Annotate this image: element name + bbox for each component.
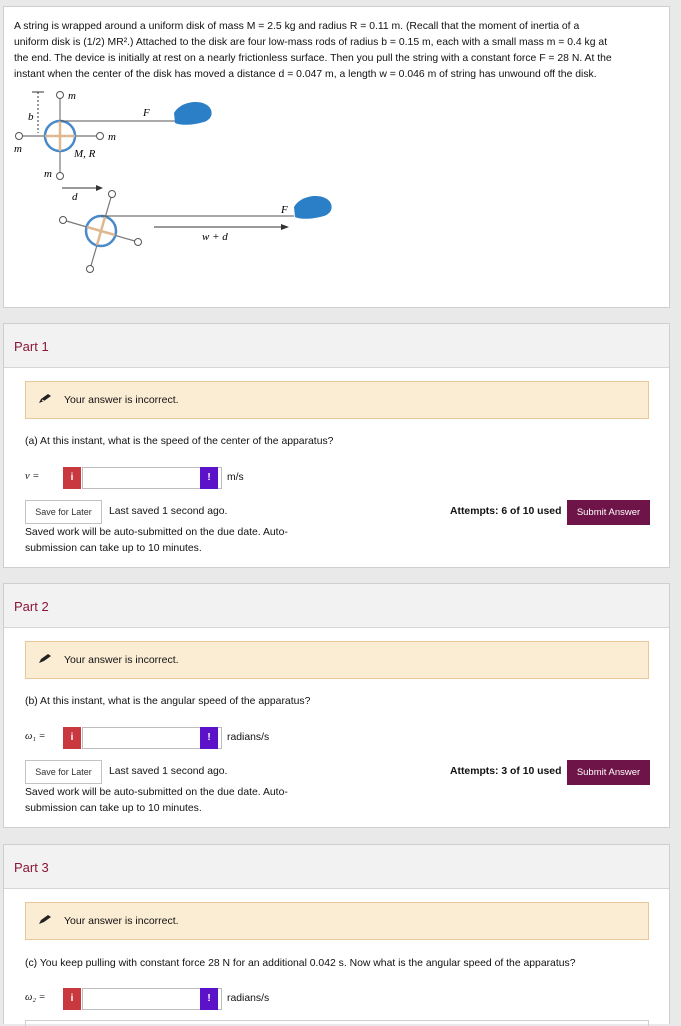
autosubmit-note: [25, 785, 325, 817]
small-mass-moved-4: [87, 266, 94, 273]
hand-icon: [174, 102, 212, 125]
unit-label: m/s: [227, 472, 244, 483]
last-saved-text: Last saved 1 second ago.: [109, 766, 228, 777]
variable-label: ω₂ =: [25, 992, 46, 1003]
pencil-icon: [38, 654, 52, 664]
label-MR: M, R: [74, 148, 96, 160]
problem-line-3: the end. The device is initially at rest on a nearly frictionless surface. Then you pull the string with a constant force F = 28 N. At the: [14, 53, 612, 64]
part-1-title: Part 1: [4, 324, 669, 368]
problem-line-2: uniform disk is (1/2) MR².) Attached to the disk are four low-mass rods of radius b = 0.15 m, each with a small mass m = 0.4 kg at: [14, 37, 608, 48]
part-2-answer-row: [25, 727, 305, 749]
autosubmit-line-1: Saved work will be auto-submitted on the due date. Auto-: [25, 787, 288, 798]
part-2-question: (b) At this instant, what is the angular speed of the apparatus?: [25, 696, 311, 707]
feedback-message: Your answer is incorrect.: [64, 394, 179, 406]
problem-statement: [14, 19, 664, 83]
part-3-question: (c) You keep pulling with constant force 28 N for an additional 0.042 s. Now what is the angular speed of the apparatus?: [25, 958, 576, 969]
label-m-top: m: [68, 90, 76, 102]
small-mass-moved-3: [135, 239, 142, 246]
label-m-right: m: [108, 131, 116, 143]
unit-label: radians/s: [227, 732, 270, 743]
initial-apparatus: [14, 90, 212, 180]
warning-icon[interactable]: !: [200, 727, 218, 749]
part-3-panel: [3, 844, 670, 1024]
problem-panel: [3, 6, 670, 308]
pencil-icon: [38, 915, 52, 925]
part-3-feedback: [25, 902, 649, 940]
label-m-bottom: m: [44, 168, 52, 180]
hand-icon-moved: [294, 196, 332, 219]
feedback-message: Your answer is incorrect.: [64, 654, 179, 666]
label-F-top: F: [143, 107, 150, 119]
submit-answer-button[interactable]: Submit Answer: [567, 500, 650, 525]
attempts-text: Attempts: 3 of 10 used: [450, 766, 562, 777]
part-1-question: (a) At this instant, what is the speed of the center of the apparatus?: [25, 436, 334, 447]
part-3-title: Part 3: [4, 845, 669, 889]
next-box-edge: [25, 1020, 649, 1026]
warning-icon[interactable]: !: [200, 467, 218, 489]
label-m-left: m: [14, 143, 22, 155]
moved-apparatus: [60, 191, 332, 273]
small-mass-bottom: [57, 173, 64, 180]
small-mass-moved-1: [109, 191, 116, 198]
variable-label: ω₁ =: [25, 731, 46, 742]
problem-line-4: instant when the center of the disk has moved a distance d = 0.047 m, a length w = 0.046 m of string has unwound off the disk.: [14, 69, 597, 80]
variable-label: v =: [25, 471, 40, 482]
unit-label: radians/s: [227, 993, 270, 1004]
small-mass-right: [97, 133, 104, 140]
autosubmit-line-2: submission can take up to 10 minutes.: [25, 543, 202, 554]
feedback-message: Your answer is incorrect.: [64, 915, 179, 927]
pencil-icon: [38, 394, 52, 404]
save-for-later-button[interactable]: Save for Later: [25, 760, 102, 784]
info-icon[interactable]: i: [63, 727, 81, 749]
apparatus-diagram: [4, 83, 364, 283]
info-icon[interactable]: i: [63, 467, 81, 489]
submit-answer-button[interactable]: Submit Answer: [567, 760, 650, 785]
info-icon[interactable]: i: [63, 988, 81, 1010]
warning-icon[interactable]: !: [200, 988, 218, 1010]
part-1-feedback: [25, 381, 649, 419]
small-mass-moved-2: [60, 217, 67, 224]
save-for-later-button[interactable]: Save for Later: [25, 500, 102, 524]
part-1-answer-row: [25, 467, 285, 489]
part-2-panel: [3, 583, 670, 828]
attempts-text: Attempts: 6 of 10 used: [450, 506, 562, 517]
label-b: b: [28, 111, 34, 123]
small-mass-left: [16, 133, 23, 140]
part-2-feedback: [25, 641, 649, 679]
autosubmit-note: [25, 525, 325, 557]
label-w-plus-d: w + d: [202, 231, 228, 243]
label-d: d: [72, 191, 78, 203]
part-1-panel: [3, 323, 670, 568]
small-mass-top: [57, 92, 64, 99]
part-2-title: Part 2: [4, 584, 669, 628]
problem-line-1: A string is wrapped around a uniform disk of mass M = 2.5 kg and radius R = 0.11 m. (Recall that the moment of inertia of a: [14, 21, 580, 32]
label-F-bottom: F: [281, 204, 288, 216]
autosubmit-line-1: Saved work will be auto-submitted on the due date. Auto-: [25, 527, 288, 538]
last-saved-text: Last saved 1 second ago.: [109, 506, 228, 517]
part-3-answer-row: [25, 988, 305, 1010]
autosubmit-line-2: submission can take up to 10 minutes.: [25, 803, 202, 814]
